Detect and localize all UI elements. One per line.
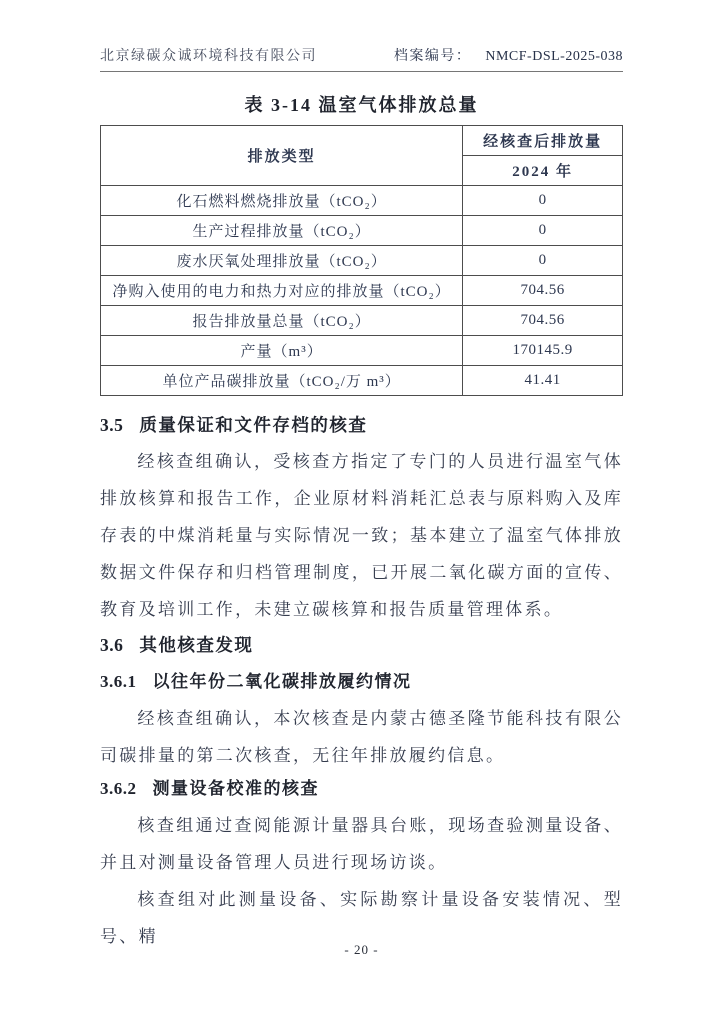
- page-number: - 20 -: [344, 942, 379, 957]
- section-3-6-1-paragraph: 经核查组确认，本次核查是内蒙古德圣隆节能科技有限公司碳排量的第二次核查，无往年排放履约信息。: [100, 709, 623, 765]
- column-header-type: 排放类型: [101, 126, 463, 186]
- section-number: 3.6: [100, 635, 124, 655]
- row-label: 单位产品碳排放量（tCO₂/万 m³）: [101, 366, 463, 396]
- row-value: 0: [463, 216, 623, 246]
- row-label: 产量（m³）: [101, 336, 463, 366]
- row-value: 704.56: [463, 306, 623, 336]
- section-heading-3-5: [100, 412, 623, 438]
- table-row: [101, 186, 623, 216]
- row-label: 废水厌氧处理排放量（tCO₂）: [101, 246, 463, 276]
- section-title: 质量保证和文件存档的核查: [139, 415, 368, 435]
- section-title: 其他核查发现: [139, 635, 254, 655]
- row-label: 报告排放量总量（tCO₂）: [101, 306, 463, 336]
- row-label: 化石燃料燃烧排放量（tCO₂）: [101, 186, 463, 216]
- archive-value: NMCF-DSL-2025-038: [485, 49, 623, 64]
- row-value: 0: [463, 246, 623, 276]
- column-header-verified: 经核查后排放量: [463, 126, 623, 156]
- emissions-table: [100, 125, 623, 396]
- page-header: [100, 48, 623, 72]
- table-row: [101, 306, 623, 336]
- table-header-row: [101, 126, 623, 156]
- column-header-year: 2024 年: [463, 156, 623, 186]
- section-title: 测量设备校准的核查: [152, 779, 319, 798]
- row-label: 生产过程排放量（tCO₂）: [101, 216, 463, 246]
- archive-label: 档案编号：: [393, 49, 472, 64]
- section-number: 3.6.2: [100, 779, 137, 798]
- table-row: [101, 366, 623, 396]
- section-3-6-2-paragraph-1: 核查组通过查阅能源计量器具台账，现场查验测量设备、并且对测量设备管理人员进行现场访谈。: [100, 816, 623, 872]
- section-3-6-2-paragraph-2: 核查组对此测量设备、实际勘察计量设备安装情况、型号、精: [100, 890, 623, 946]
- section-heading-3-6: [100, 632, 623, 658]
- table-row: [101, 216, 623, 246]
- row-label: 净购入使用的电力和热力对应的排放量（tCO₂）: [101, 276, 463, 306]
- company-name: 北京绿碳众诚环境科技有限公司: [100, 49, 317, 64]
- section-heading-3-6-1: [100, 669, 623, 695]
- row-value: 0: [463, 186, 623, 216]
- section-number: 3.5: [100, 415, 124, 435]
- table-title: 表 3-14 温室气体排放总量: [244, 95, 479, 115]
- table-row: [101, 336, 623, 366]
- table-row: [101, 246, 623, 276]
- section-3-5-paragraph: 经核查组确认，受核查方指定了专门的人员进行温室气体排放核算和报告工作，企业原材料消耗汇总表与原料购入及库存表的中煤消耗量与实际情况一致；基本建立了温室气体排放数据文件保存和归档管理制度，已开展二氧化碳方面的宣传、教育及培训工作，未建立碳核算和报告质量管理体系。: [100, 452, 623, 619]
- section-heading-3-6-2: [100, 776, 623, 802]
- section-title: 以往年份二氧化碳排放履约情况: [152, 672, 412, 691]
- table-row: [101, 276, 623, 306]
- archive-number: [394, 48, 623, 66]
- row-value: 704.56: [463, 276, 623, 306]
- row-value: 170145.9: [463, 336, 623, 366]
- row-value: 41.41: [463, 366, 623, 396]
- section-number: 3.6.1: [100, 672, 137, 691]
